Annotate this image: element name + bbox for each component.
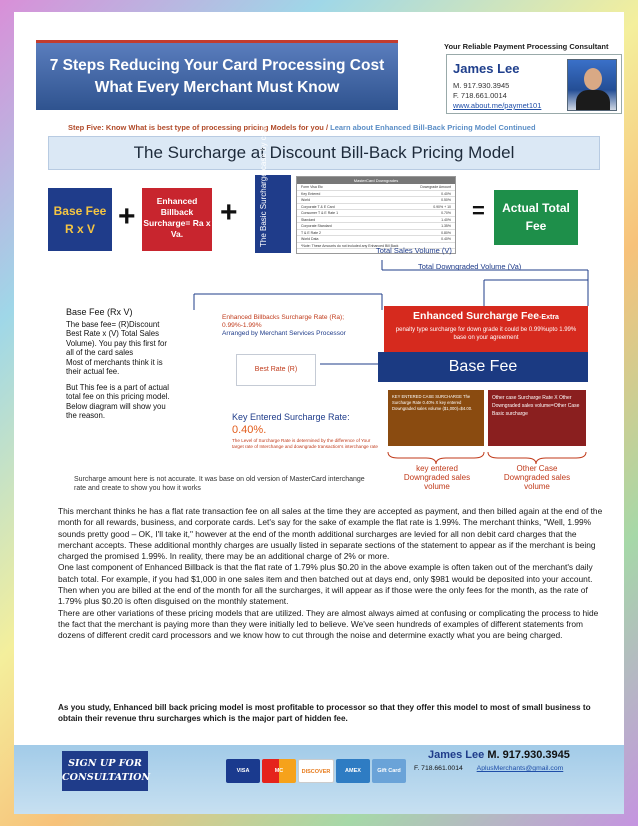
paragraph-2: One last component of Enhanced Billback is that the flat rate of 1.79% plus $0.20 in the above example is often taken out of the merchant's daily batch total. For example, if you had $1,000 in one sales item and then batched out at days end, only $981 would be deposited into your account. Then when you are billed at the end of the month for all the surcharges, it will appear as if those were the only fees for the month, as the rate of 1.79% plus $0.20 is often disguised on the monthly statement. <box>58 562 593 607</box>
total-sales-volume-label: Total Sales Volume (V) <box>376 246 452 255</box>
table-cell: 0.90% + 10 <box>433 204 451 209</box>
billback-rate-range: 0.99%-1.99% <box>222 322 262 329</box>
left-but: But This fee is a part of actual total fee on this pricing model. <box>66 382 170 401</box>
total-downgraded-label: Total Downgraded Volume (Va) <box>418 262 522 271</box>
best-rate-box: Best Rate (R) <box>236 354 316 386</box>
gift-card-icon: Gift Card <box>372 759 406 783</box>
billback-rate-label: Enhanced Billbacks Surcharge Rate (Ra); <box>222 314 345 321</box>
table-cell: Form Visa Etc <box>301 185 323 189</box>
signup-line-1: SIGN UP FOR <box>68 758 142 769</box>
signup-line-2: CONSULTATION <box>62 772 151 783</box>
table-header: MasterCard Downgrades <box>297 177 455 184</box>
table-cell: Standard <box>301 217 316 222</box>
signup-button[interactable] <box>62 751 151 791</box>
table-cell: 0.80% <box>441 230 451 235</box>
table-cell: Downgrade Amount <box>420 185 451 189</box>
plus-icon: + <box>118 200 136 233</box>
key-entered-label: Key Entered Surcharge Rate: <box>232 412 350 422</box>
enhanced-fee-title: Enhanced Surcharge Fee-Extra <box>413 310 559 322</box>
footer-email[interactable]: AplusMerchants@gmail.com <box>476 765 564 772</box>
base-fee-bar: Base Fee <box>378 352 588 382</box>
left-body: The base fee= (R)Discount Best Rate x (V) Total Sales Volume). You pay this first for all of the card sales <box>66 319 167 357</box>
table-cell: Corporate T & E Card <box>301 204 335 209</box>
table-cell: 0.50% <box>441 198 451 202</box>
consultant-name: James Lee <box>453 61 520 76</box>
title-line-1: 7 Steps Reducing Your Card Processing Cost <box>49 57 385 74</box>
visa-card-icon: VISA <box>226 759 260 783</box>
left-heading: Base Fee (Rx V) <box>66 307 133 317</box>
table-cell: 1.40% <box>441 217 451 222</box>
key-entered-case-box: KEY ENTERED CASE SURCHARGE The Surcharge Rate 0.40% X key entered Downgraded sales volume ($1,000)=$4.00. <box>388 390 484 446</box>
table-cell: Corporate Standard <box>301 224 332 228</box>
surcharge-note: Surcharge amount here is not accurate. It was base on old version of MasterCard interchange rate and create to show you how it works <box>74 476 365 492</box>
other-case-box: Other case Surcharge Rate X Other Downgraded sales volume=Other Case Basic surcharge <box>488 390 586 446</box>
left-most: Most of merchants think it is their actual fee. <box>66 357 163 376</box>
step-text: Step Five: Know What is best type of processing pricing Models for you / <box>68 123 331 132</box>
brace-other-case-label: Other Case Downgraded sales volume <box>503 464 571 491</box>
body-text <box>58 506 606 642</box>
basic-surcharge-label: The Basic Surcharge case by case <box>259 123 268 247</box>
billback-rate-arranged: Arranged by Merchant Services Processor <box>222 330 346 337</box>
table-cell: T & E Rate 2 <box>301 230 321 235</box>
table-cell: Key Entered <box>301 191 321 196</box>
footer-name: James Lee <box>428 749 485 761</box>
paragraph-3: There are other variations of these pricing models that are utilized. They are almost always aimed at confusing or complicating the process to hide the fact that the merchant is paying more than they were initially led to believe. We've seen hundreds of examples of different statements from dozens of different credit card processors and we know how to cut through the noise and determine exactly what you are being charged. <box>58 607 599 641</box>
consultant-fax: F. 718.661.0014 <box>453 91 507 100</box>
table-cell: World <box>301 198 311 202</box>
actual-total-fee-box: Actual Total Fee <box>494 190 578 245</box>
amex-card-icon: AMEX <box>336 759 370 783</box>
consultant-tagline: Your Reliable Payment Processing Consultant <box>444 42 609 51</box>
diagram-title: The Surcharge at Discount Bill-Back Pricing Model <box>48 136 600 170</box>
table-cell: 1.35% <box>441 224 451 228</box>
paragraph-1: This merchant thinks he has a flat rate transaction fee on all sales at the time they are accepted as payment, and then billed again at the end of the month for all rewards, business, and corporate cards. Let's say for the sake of example the flat rate is 1.99%. The merchant thinks, "Well, 1.99% sounds pretty good – OK, I'll take it," however at the end of the month additional surcharges are levied for all non debit card charges that the merchant accepts. These additional monthly charges are usually listed in separate sections of the statement to appear as if the merchant is being charged the promised 1.99%. In reality, there may be an additional charge of 2% or more. <box>58 506 603 562</box>
title-line-2: What Every Merchant Must Know <box>94 79 340 96</box>
equals-sign: = <box>472 198 485 223</box>
table-cell: 0.40% <box>441 191 451 196</box>
discover-card-icon: DISCOVER <box>298 759 334 783</box>
step-link[interactable]: Learn about Enhanced Bill-Back Pricing Model Continued <box>330 123 536 132</box>
footer <box>14 745 624 814</box>
base-fee-box-formula: R x V <box>64 222 95 236</box>
brace-key-entered-label: key entered Downgraded sales volume <box>403 464 471 491</box>
footer-contact <box>428 749 570 761</box>
table-cell: *Note: These Amounts do not included any Enhanced Bill Back <box>301 243 399 248</box>
footer-contact-line <box>414 765 563 772</box>
enhanced-fee-subtitle: penalty type surcharge for down grade it could be 0.99%upto 1.99% base on your agreement <box>395 327 577 341</box>
key-entered-description: The Level of Surcharge Rate is determined by the difference of Your target rate of Interchange and downgrade transaction's interchange rate <box>232 438 378 450</box>
plus-icon: + <box>220 196 238 229</box>
consultant-mobile: M. 917.930.3945 <box>453 81 510 90</box>
card-logos <box>226 759 406 787</box>
base-fee-box-label: Base Fee <box>53 204 107 218</box>
consultant-url[interactable]: www.about.me/paymet101 <box>453 101 542 110</box>
page <box>14 12 624 814</box>
table-cell: Consumer T & E Rate 1 <box>301 211 339 215</box>
enhanced-surcharge-fee-box <box>384 306 588 352</box>
table-cell: 0.40% <box>441 237 451 241</box>
left-below: Below diagram will show you the reason. <box>66 401 166 420</box>
billback-rate-text <box>222 314 384 338</box>
base-fee-explanation <box>66 308 174 421</box>
key-entered-value: 0.40%. <box>232 424 267 436</box>
mastercard-icon: MC <box>262 759 296 783</box>
table-cell: 0.70% <box>441 211 451 215</box>
enhanced-billback-box: Enhanced Billback Surcharge= Ra x Va. <box>142 188 212 251</box>
footer-mobile: M. 917.930.3945 <box>487 749 570 761</box>
footer-fax: F. 718.661.0014 <box>414 765 463 772</box>
conclusion-text: As you study, Enhanced bill back pricing model is most profitable to processor so that they offer this model to most of small business to obtain their revenue thru surcharges which is the major part of hidden fee. <box>58 703 591 723</box>
table-cell: World Data <box>301 237 319 241</box>
